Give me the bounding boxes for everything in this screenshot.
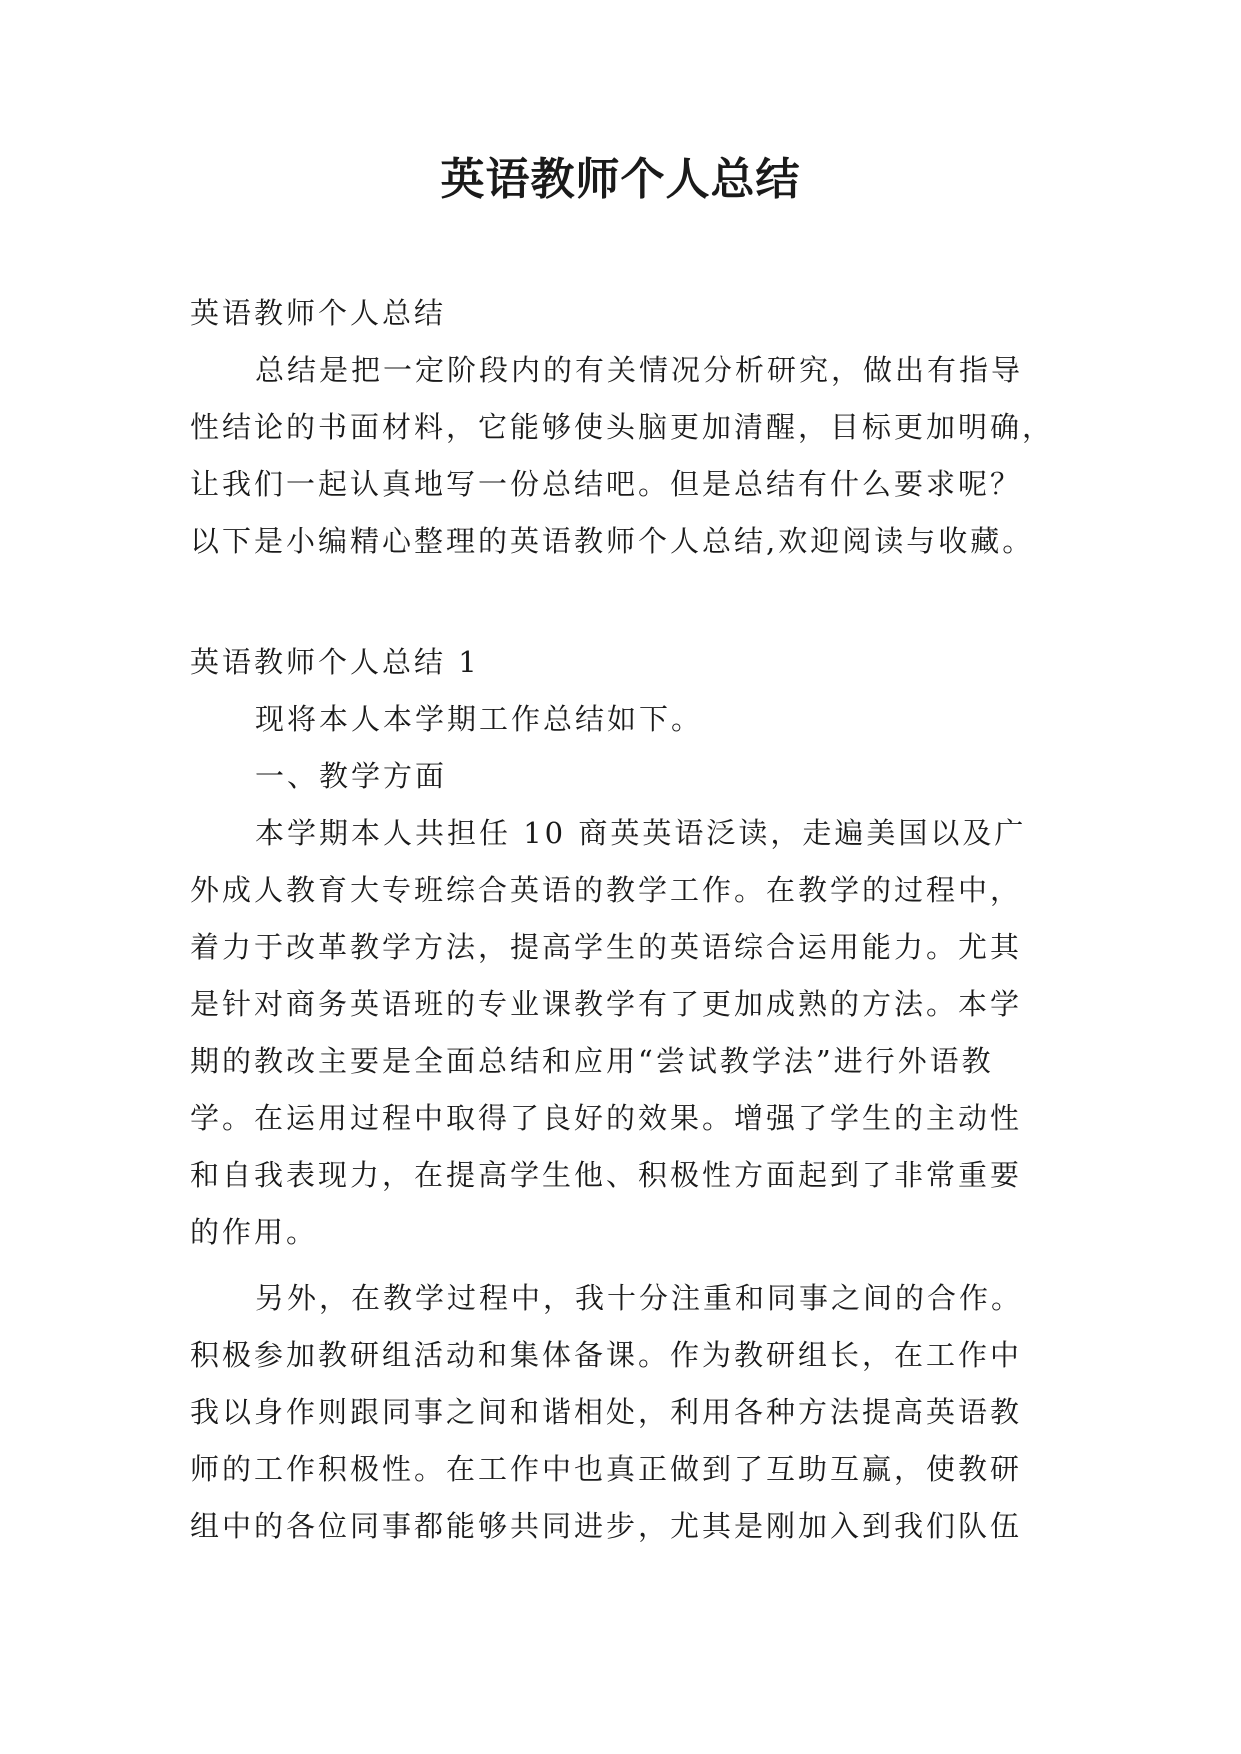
paragraph-line: 我以身作则跟同事之间和谐相处，利用各种方法提高英语教 [190,1395,1023,1429]
section-heading: 英语教师个人总结 [190,296,447,330]
paragraph-line: 以下是小编精心整理的英语教师个人总结,欢迎阅读与收藏。 [190,524,1035,558]
paragraph-line: 和自我表现力，在提高学生他、积极性方面起到了非常重要 [190,1158,1023,1192]
paragraph-line: 组中的各位同事都能够共同进步，尤其是刚加入到我们队伍 [190,1509,1023,1543]
paragraph-line: 外成人教育大专班综合英语的教学工作。在教学的过程中， [190,873,1023,907]
paragraph-line: 让我们一起认真地写一份总结吧。但是总结有什么要求呢？ [190,467,1023,501]
paragraph-line: 积极参加教研组活动和集体备课。作为教研组长，在工作中 [190,1338,1023,1372]
paragraph-line: 期的教改主要是全面总结和应用“尝试教学法”进行外语教 [190,1044,994,1078]
paragraph-line: 总结是把一定阶段内的有关情况分析研究，做出有指导 [255,353,1024,387]
paragraph-line: 师的工作积极性。在工作中也真正做到了互助互赢，使教研 [190,1452,1023,1486]
subsection-heading: 一、教学方面 [255,759,448,793]
paragraph-line: 本学期本人共担任 10 商英英语泛读，走遍美国以及广 [255,816,1027,850]
document-title: 英语教师个人总结 [440,154,801,205]
paragraph-line: 现将本人本学期工作总结如下。 [255,702,704,736]
paragraph-line: 是针对商务英语班的专业课教学有了更加成熟的方法。本学 [190,987,1023,1021]
paragraph-line: 学。在运用过程中取得了良好的效果。增强了学生的主动性 [190,1101,1023,1135]
paragraph-line: 着力于改革教学方法，提高学生的英语综合运用能力。尤其 [190,930,1023,964]
paragraph-line: 性结论的书面材料，它能够使头脑更加清醒，目标更加明确， [190,410,1055,444]
paragraph-line: 的作用。 [190,1215,319,1249]
paragraph-line: 另外，在教学过程中，我十分注重和同事之间的合作。 [255,1281,1024,1315]
section-heading: 英语教师个人总结 1 [190,645,480,679]
